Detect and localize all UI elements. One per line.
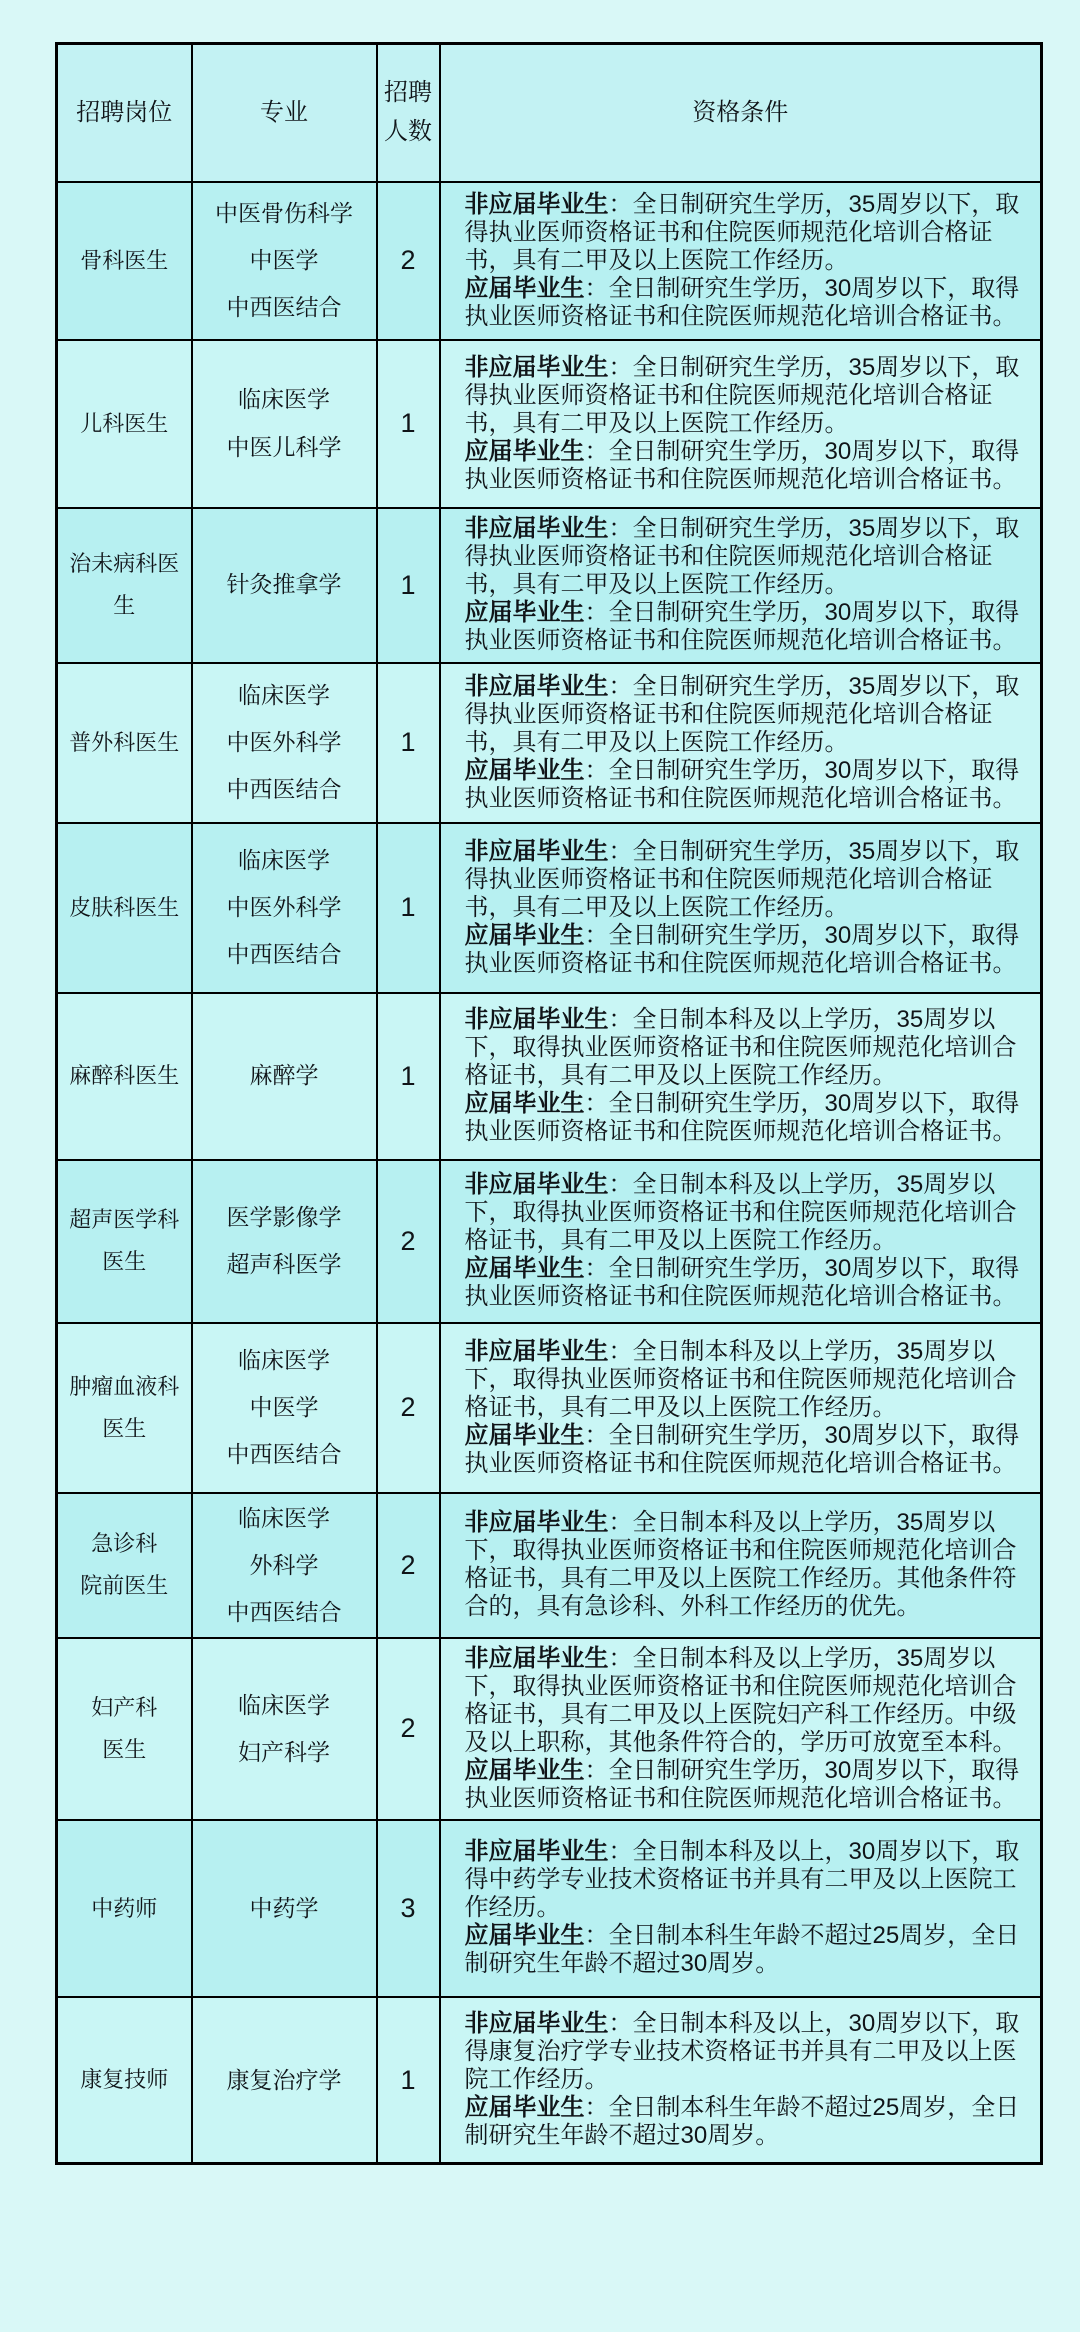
qual-segment: 应届毕业生：全日制研究生学历，30周岁以下，取得执业医师资格证书和住院医师规范化培训合格证书。 <box>464 921 1020 977</box>
table-row <box>57 1323 1042 1493</box>
qual-segment: 非应届毕业生：全日制研究生学历，35周岁以下，取得执业医师资格证书和住院医师规范化培训合格证书，具有二甲及以上医院工作经历。 <box>464 672 1020 756</box>
majors-cell: 中药学 <box>192 1820 377 1997</box>
majors-cell: 临床医学 中医学 中西医结合 <box>192 1323 377 1493</box>
position-cell: 麻醉科医生 <box>57 993 192 1160</box>
qual-segment: 应届毕业生：全日制研究生学历，30周岁以下，取得执业医师资格证书和住院医师规范化培训合格证书。 <box>464 274 1020 330</box>
table-row <box>57 182 1042 340</box>
count-cell: 1 <box>377 1997 440 2164</box>
majors-cell: 临床医学 妇产科学 <box>192 1638 377 1820</box>
majors-cell: 康复治疗学 <box>192 1997 377 2164</box>
qual-segment: 非应届毕业生：全日制研究生学历，35周岁以下，取得执业医师资格证书和住院医师规范化培训合格证书，具有二甲及以上医院工作经历。 <box>464 353 1020 437</box>
table-row <box>57 508 1042 663</box>
header-qualification: 资格条件 <box>440 44 1042 182</box>
qualifications-cell <box>440 993 1042 1160</box>
majors-cell: 临床医学 中医外科学 中西医结合 <box>192 823 377 993</box>
count-cell: 2 <box>377 1638 440 1820</box>
count-cell: 1 <box>377 823 440 993</box>
position-cell: 妇产科 医生 <box>57 1638 192 1820</box>
qualifications-cell <box>440 340 1042 508</box>
qualifications-cell <box>440 1820 1042 1997</box>
count-cell: 2 <box>377 1160 440 1323</box>
qual-segment: 非应届毕业生：全日制本科及以上学历，35周岁以下，取得执业医师资格证书和住院医师规范化培训合格证书，具有二甲及以上医院工作经历。 <box>464 1337 1017 1421</box>
count-cell: 1 <box>377 340 440 508</box>
position-cell: 超声医学科 医生 <box>57 1160 192 1323</box>
position-cell: 治未病科医生 <box>57 508 192 663</box>
table-row <box>57 1493 1042 1638</box>
majors-cell: 医学影像学 超声科医学 <box>192 1160 377 1323</box>
position-cell: 急诊科 院前医生 <box>57 1493 192 1638</box>
qual-segment: 应届毕业生：全日制研究生学历，30周岁以下，取得执业医师资格证书和住院医师规范化培训合格证书。 <box>464 437 1020 493</box>
qual-segment: 非应届毕业生：全日制研究生学历，35周岁以下，取得执业医师资格证书和住院医师规范化培训合格证书，具有二甲及以上医院工作经历。 <box>464 190 1020 274</box>
table-row <box>57 1638 1042 1820</box>
qualifications-cell <box>440 823 1042 993</box>
table-row <box>57 993 1042 1160</box>
header-major: 专业 <box>192 44 377 182</box>
qual-segment: 应届毕业生：全日制研究生学历，30周岁以下，取得执业医师资格证书和住院医师规范化培训合格证书。 <box>464 1255 1020 1310</box>
header-row <box>57 44 1042 182</box>
qualifications-cell <box>440 508 1042 663</box>
majors-cell: 麻醉学 <box>192 993 377 1160</box>
position-cell: 皮肤科医生 <box>57 823 192 993</box>
count-cell: 2 <box>377 182 440 340</box>
qual-segment: 应届毕业生：全日制本科生年龄不超过25周岁，全日制研究生年龄不超过30周岁。 <box>464 2094 1020 2150</box>
count-cell: 1 <box>377 993 440 1160</box>
qualifications-cell <box>440 1493 1042 1638</box>
qualifications-cell <box>440 1323 1042 1493</box>
count-cell: 2 <box>377 1493 440 1638</box>
position-cell: 普外科医生 <box>57 663 192 823</box>
position-cell: 肿瘤血液科 医生 <box>57 1323 192 1493</box>
qual-segment: 非应届毕业生：全日制本科及以上学历，35周岁以下，取得执业医师资格证书和住院医师规范化培训合格证书，具有二甲及以上医院工作经历。其他条件符合的，具有急诊科、外科工作经历的优先。 <box>464 1509 1017 1621</box>
table-row <box>57 663 1042 823</box>
table-row <box>57 1997 1042 2164</box>
table-row <box>57 1160 1042 1323</box>
majors-cell: 中医骨伤科学 中医学 中西医结合 <box>192 182 377 340</box>
qual-segment: 应届毕业生：全日制研究生学历，30周岁以下，取得执业医师资格证书和住院医师规范化培训合格证书。 <box>464 1421 1020 1477</box>
position-cell: 儿科医生 <box>57 340 192 508</box>
qual-segment: 应届毕业生：全日制研究生学历，30周岁以下，取得执业医师资格证书和住院医师规范化培训合格证书。 <box>464 756 1020 812</box>
qual-segment: 非应届毕业生：全日制本科及以上，30周岁以下，取得康复治疗学专业技术资格证书并具有二甲及以上医院工作经历。 <box>464 2010 1020 2094</box>
qual-segment: 非应届毕业生：全日制本科及以上，30周岁以下，取得中药学专业技术资格证书并具有二甲及以上医院工作经历。 <box>464 1838 1020 1922</box>
majors-cell: 针灸推拿学 <box>192 508 377 663</box>
majors-cell: 临床医学 中医儿科学 <box>192 340 377 508</box>
qualifications-cell <box>440 182 1042 340</box>
count-cell: 2 <box>377 1323 440 1493</box>
position-cell: 骨科医生 <box>57 182 192 340</box>
qual-segment: 应届毕业生：全日制研究生学历，30周岁以下，取得执业医师资格证书和住院医师规范化培训合格证书。 <box>464 599 1020 654</box>
qualifications-cell <box>440 1997 1042 2164</box>
majors-cell: 临床医学 中医外科学 中西医结合 <box>192 663 377 823</box>
qual-segment: 非应届毕业生：全日制本科及以上学历，35周岁以下，取得执业医师资格证书和住院医师规范化培训合格证书，具有二甲及以上医院工作经历。 <box>464 1171 1017 1254</box>
qual-segment: 非应届毕业生：全日制研究生学历，35周岁以下，取得执业医师资格证书和住院医师规范化培训合格证书，具有二甲及以上医院工作经历。 <box>464 837 1020 921</box>
count-cell: 1 <box>377 508 440 663</box>
table-row <box>57 1820 1042 1997</box>
qualifications-cell <box>440 1638 1042 1820</box>
position-cell: 康复技师 <box>57 1997 192 2164</box>
qual-segment: 非应届毕业生：全日制本科及以上学历，35周岁以下，取得执业医师资格证书和住院医师规范化培训合格证书，具有二甲及以上医院妇产科工作经历。中级及以上职称，其他条件符合的，学历可放宽至本科。 <box>464 1644 1017 1756</box>
count-cell: 1 <box>377 663 440 823</box>
header-position: 招聘岗位 <box>57 44 192 182</box>
qual-segment: 应届毕业生：全日制本科生年龄不超过25周岁，全日制研究生年龄不超过30周岁。 <box>464 1922 1020 1978</box>
table-row <box>57 340 1042 508</box>
qual-segment: 非应届毕业生：全日制研究生学历，35周岁以下，取得执业医师资格证书和住院医师规范化培训合格证书，具有二甲及以上医院工作经历。 <box>464 515 1020 598</box>
qual-segment: 应届毕业生：全日制研究生学历，30周岁以下，取得执业医师资格证书和住院医师规范化培训合格证书。 <box>464 1090 1020 1145</box>
qualifications-cell <box>440 663 1042 823</box>
qual-segment: 应届毕业生：全日制研究生学历，30周岁以下，取得执业医师资格证书和住院医师规范化培训合格证书。 <box>464 1756 1020 1812</box>
qualifications-cell <box>440 1160 1042 1323</box>
position-cell: 中药师 <box>57 1820 192 1997</box>
header-count: 招聘人数 <box>377 44 440 182</box>
majors-cell: 临床医学 外科学 中西医结合 <box>192 1493 377 1638</box>
recruitment-table <box>55 42 1043 2165</box>
count-cell: 3 <box>377 1820 440 1997</box>
qual-segment: 非应届毕业生：全日制本科及以上学历，35周岁以下，取得执业医师资格证书和住院医师规范化培训合格证书，具有二甲及以上医院工作经历。 <box>464 1006 1017 1089</box>
table-row <box>57 823 1042 993</box>
